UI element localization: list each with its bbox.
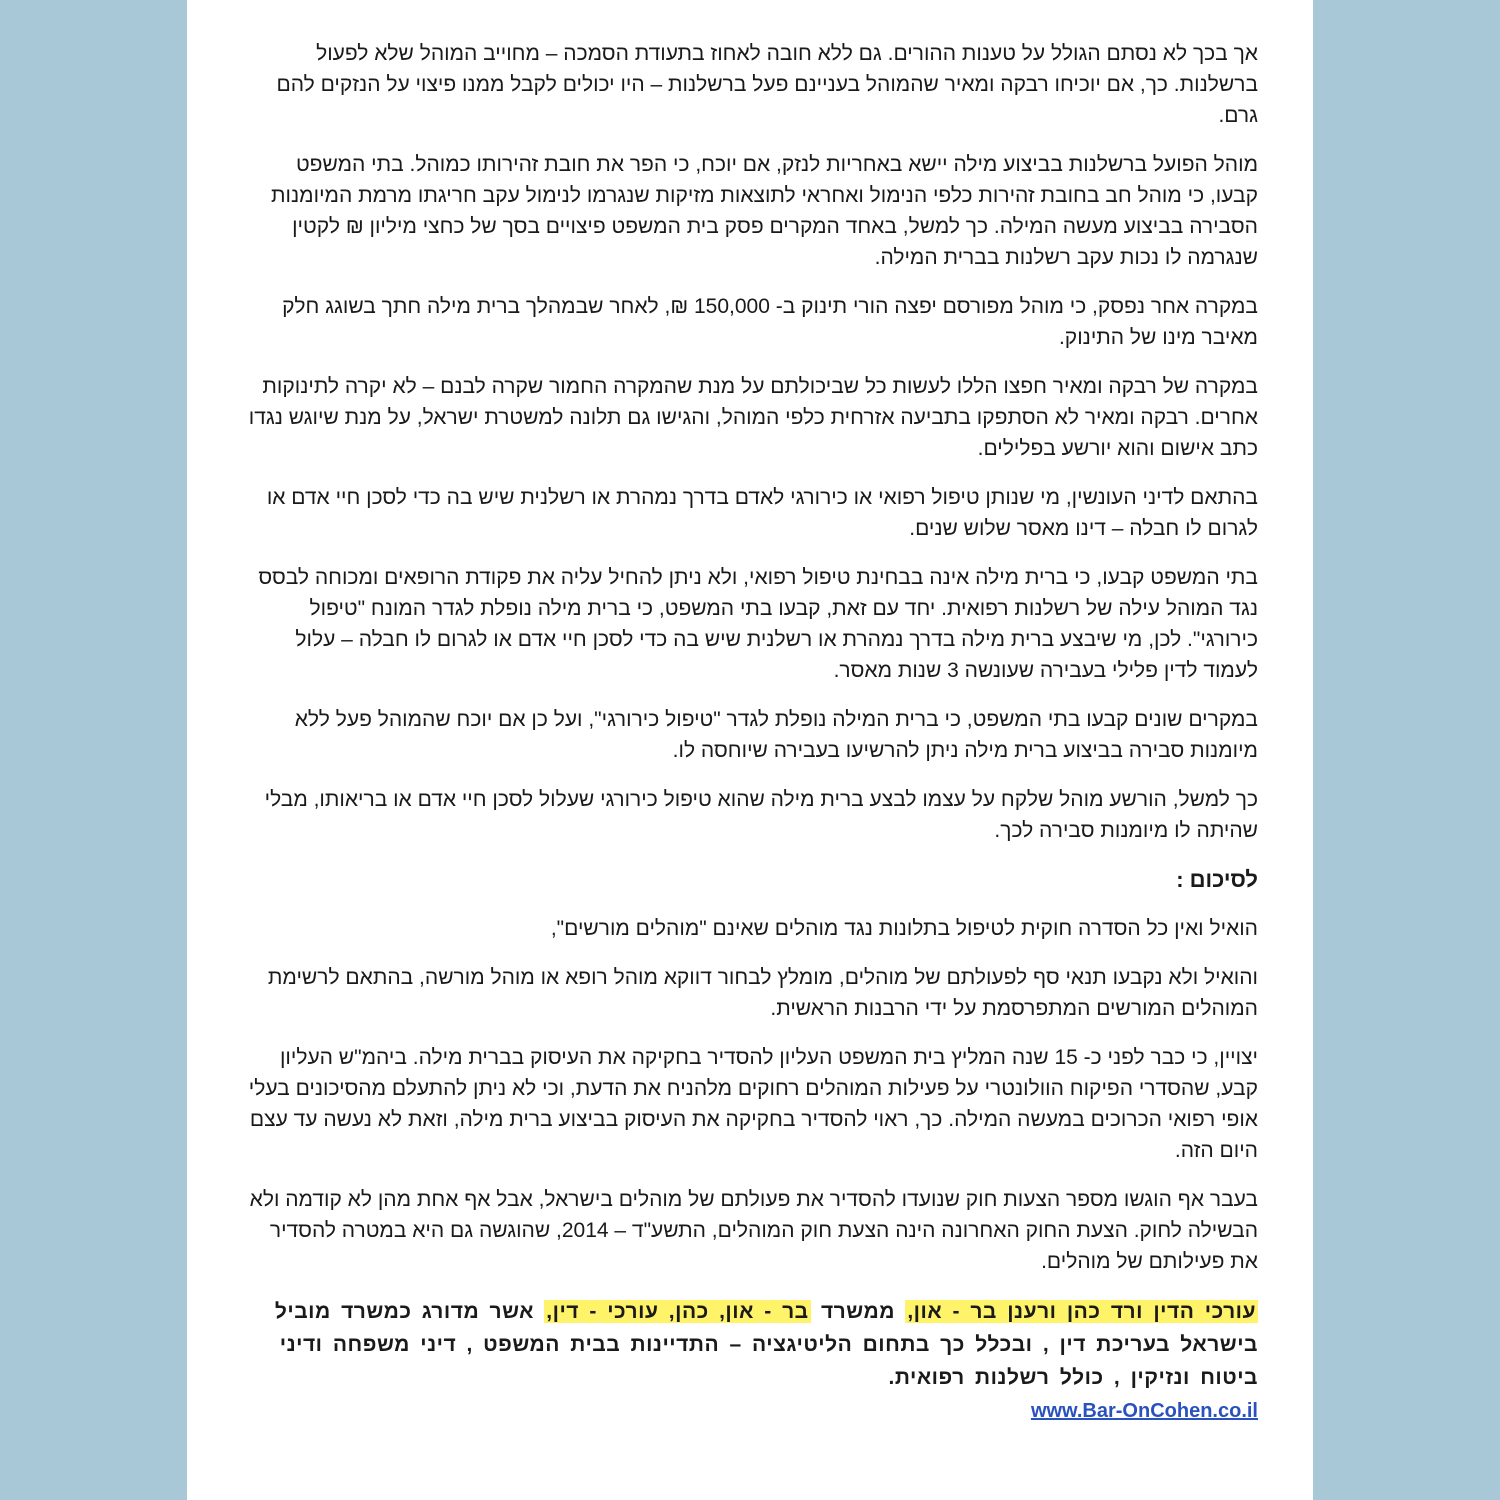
paragraph: בהתאם לדיני העונשין, מי שנותן טיפול רפואי או כירורגי לאדם בדרך נמהרת או רשלנית שיש בה כדי לסכן חיי אדם או לגרום לו חבלה – דינו מאסר שלוש שנים.	[266, 486, 1258, 540]
paragraph: אך בכך לא נסתם הגולל על טענות ההורים. גם ללא חובה לאחוז בתעודת הסמכה – מחוייב המוהל שלא לפעול ברשלנות. כך, אם יוכיחו רבקה ומאיר שהמוהל בעניינם פעל ברשלנות – היו יכולים לקבל ממנו פיצוי על הנזקים להם גרם.	[276, 42, 1258, 127]
paragraph: במקרה של רבקה ומאיר חפצו הללו לעשות כל שביכולתם על מנת שהמקרה החמור שקרה לבנם – לא יקרה לתינוקות אחרים. רבקה ומאיר לא הסתפקו בתביעה אזרחית כלפי המוהל, והגישו גם תלונה למשטרת ישראל, על מנת שיוגש נגדו כתב אישום והוא יורשע בפלילים.	[248, 375, 1258, 460]
summary-heading: לסיכום :	[1176, 867, 1258, 892]
author-credit	[243, 1295, 1258, 1394]
paragraph: כך למשל, הורשע מוהל שלקח על עצמו לבצע ברית מילה שהוא טיפול כירורגי שעלול לסכן חיי אדם או בריאותו, מבלי שהיתה לו מיומנות סבירה לכך.	[264, 788, 1258, 842]
paragraph: מוהל הפועל ברשלנות בביצוע מילה יישא באחריות לנזק, אם יוכח, כי הפר את חובת זהירותו כמוהל. בתי המשפט קבעו, כי מוהל חב בחובת זהירות כלפי הנימול ואחראי לתוצאות מזיקות שנגרמו לנימול עקב חריגתו מרמת המיומנות הסבירה בביצוע מעשה המילה. כך למשל, באחד המקרים פסק בית המשפט פיצויים בסך של כחצי מיליון ₪ לקטין שנגרמה לו נכות עקב רשלנות בברית המילה.	[271, 153, 1258, 269]
highlighted-firm-name: בר - און, כהן, עורכי - דין,	[546, 1300, 809, 1323]
summary-paragraph: והואיל ולא נקבעו תנאי סף לפעולתם של מוהלים, מומלץ לבחור דווקא מוהל רופא או מוהל מורשה, בהתאם לרשימת המוהלים המורשים המתפרסמת על ידי הרבנות הראשית.	[267, 966, 1258, 1020]
paragraph: בתי המשפט קבעו, כי ברית מילה אינה בבחינת טיפול רפואי, ולא ניתן להחיל עליה את פקודת הרופאים ומכוחה לבסס נגד המוהל עילה של רשלנות רפואית. יחד עם זאת, קבעו בתי המשפט, כי ברית מילה נופלת לגדר המונח "טיפול כירורגי". לכן, מי שיבצע ברית מילה בדרך נמהרת או רשלנית שיש בה כדי לסכן חיי אדם או לגרום לו חבלה – עלול לעמוד לדין פלילי בעבירה שעונשה 3 שנות מאסר.	[258, 566, 1258, 682]
summary-paragraph: יצויין, כי כבר לפני כ- 15 שנה המליץ בית המשפט העליון להסדיר בחקיקה את העיסוק בברית מילה. ביהמ"ש העליון קבע, שהסדרי הפיקוח הוולונטרי על פעילות המוהלים רחוקים מלהניח את הדעת, וכי לא ניתן להתעלם מהסיכונים בעלי אופי רפואי הכרוכים במעשה המילה. כך, ראוי להסדיר בחקיקה את העיסוק בביצוע ברית מילה, וזאת לא נעשה עד עצם היום הזה.	[248, 1046, 1258, 1162]
credit-connector: ממשרד	[810, 1300, 906, 1323]
paragraph: במקרים שונים קבעו בתי המשפט, כי ברית המילה נופלת לגדר "טיפול כירורגי", ועל כן אם יוכח שהמוהל פעל ללא מיומנות סבירה בביצוע ברית מילה ניתן להרשיעו בעבירה שיוחסה לו.	[294, 708, 1258, 762]
firm-website-link[interactable]: www.Bar-OnCohen.co.il	[1030, 1400, 1258, 1422]
highlighted-authors: עורכי הדין ורד כהן ורענן בר - און,	[907, 1300, 1256, 1323]
paragraph: במקרה אחר נפסק, כי מוהל מפורסם יפצה הורי תינוק ב- 150,000 ₪, לאחר שבמהלך ברית מילה חתך בשוגג חלק מאיבר מינו של התינוק.	[282, 295, 1258, 349]
article-body	[243, 38, 1258, 1427]
summary-paragraph: הואיל ואין כל הסדרה חוקית לטיפול בתלונות נגד מוהלים שאינם "מוהלים מורשים",	[550, 917, 1258, 940]
credit-description: אשר מדורג כמשרד מוביל בישראל בעריכת דין , ובכלל כך בתחום הליטיגציה – התדיינות בבית המשפט , דיני משפחה ודיני ביטוח ונזיקין , כולל רשלנות רפואית.	[274, 1300, 1258, 1389]
document-page	[187, 0, 1313, 1500]
summary-paragraph: בעבר אף הוגשו מספר הצעות חוק שנועדו להסדיר את פעולתם של מוהלים בישראל, אבל אף אחת מהן לא קודמה ולא הבשילה לחוק. הצעת החוק האחרונה הינה הצעת חוק המוהלים, התשע"ד – 2014, שהוגשה גם היא במטרה להסדיר את פעילותם של מוהלים.	[249, 1188, 1258, 1273]
